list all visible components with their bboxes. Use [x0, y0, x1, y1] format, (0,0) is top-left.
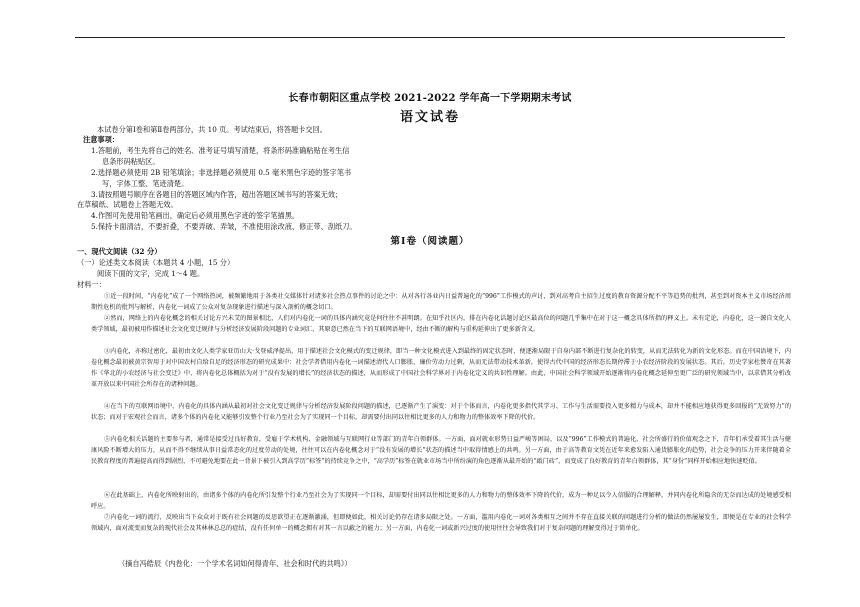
notice-item: 5.保持卡面清洁，不要折叠，不要弄破、弄皱，不准使用涂改液、修正带、刮纸刀。	[91, 222, 357, 231]
paragraph: ②然而，网络上的内卷化概念的相关讨论方兴未艾的图景相比，人们对内卷化一词的具体内涵究竟是何往往不甚明朗。在知乎社区内，排在内卷化话题讨论区最高位的问题几乎集中在对于这一概念具体所指的释义上。未有定论，内卷化，这一源自文化人类学领域，最初被用作描述社会文化变迁规律与分析经济发展阶段问题的专业词汇，其原意已然在当下的互联网语境中，经由不断的解构与重构延伸出了更多新含义。	[91, 315, 791, 333]
header-rule	[75, 37, 785, 38]
notice-item: 1.答题前，考生先将自己的姓名、准考证号填写清楚，将条形码准确粘贴在考生信	[91, 146, 350, 155]
paragraph: ⑦内卷化一词的流行，反映出当下众众对于既有社会问题的反思欲望正在逐渐激涌，但即便如此，相关讨论仍存在诸多局限之处。一方面，滥用内卷化一词对各类相互之间并不存在直接关联的问题进行分析的做法仍然屡屡发生，即便是在专业的社会科学领域内，面对流变而复杂的现代社会及其林林总总的症结，没有任何单一的概念拥有对其一言以蔽之的能力；另一方面，内卷化一词或新兴过度的使用往往会导致我们对于复杂问题的理解变得过于简单化。	[91, 514, 791, 532]
paragraph: ①近一段时间，“内卷化”成了一个网络热词，被频繁地用于各类社交媒体针对诸多社会热点事件的讨论之中：从对各行各业内日益普遍化的“996”工作模式的声讨，到对高考自主招生过度的教育资源分配不平等趋势的批判，甚至到对资本主义市场经济周期性危机的批判与解析，内卷化一词成了公众对复杂现象进行描述与深入剖析的概念切口。	[91, 293, 791, 311]
notice-item: 4.作图可先使用铅笔画出，确定后必须用黑色字迹的签字笔描黑。	[91, 211, 300, 220]
school-title: 长春市朝阳区重点学校 2021-2022 学年高一下学期期末考试	[288, 93, 572, 104]
subsection-heading: （一）论述类文本阅读（本题共 4 小题，15 分）	[77, 258, 235, 267]
paragraph: ③内卷化，亦称过密化，最初由文化人类学家亚历山大·戈登威泽提出，用于描述社会文化模式的变迁规律，即当一种文化模式进入到最终的固定状态时，便逐渐局限于自身内部不断进行复杂化的转变，从而无法转化为新的文化形态。而在中国语境下，内卷化概念最初被黄宗智用于对中国农村自给自足的经济形态的研究成果中：社会学者借用内卷化一词描述清代人口膨胀，廉价劳动力过剩，从而无法带动技术革新，使得古代中国的经济形态长期停滞于小农经济阶段的发展状态。其后，历史学家杜赞奇在其著作《华北的小农经济与社会变迁》中，将内卷化总体概括为对于“没有发展的增长”的经济状态的描述，从而形成了中国社会科学界对于内卷化定义的共识性理解。由此，中国社会科学领域开始逐渐将内卷化概念延伸至更广泛的研究领域当中，以求借其分析改革开放以来中国社会所存在的诸种问题。	[91, 348, 791, 388]
paragraph: ④在当下的互联网语境中，内卷化的具体内涵从最初对社会文化变迁规律与分析经济发展阶段问题的描述，已逐渐产生了演变：对于个体而言，内卷化更多指代其学习、工作与生活需要投入更多精力与成本，却并不能相应地获得更多回报的“无效努力”的状态；而对于宏观社会而言，诸多个体的内卷化又能够引发整个行业乃至社会为了实现同一个目标，却需要付出同以往相比更多的人力和物力的整体效率下降的代价。	[91, 403, 791, 421]
notice-item: 2.选择题必须使用 2B 铅笔填涂；非选择题必须使用 0.5 毫米黑色字迹的签字笔书	[91, 168, 352, 177]
source-citation: （摘自冯皓辰《内卷化：一个学术名词如何得青年、社会和时代的共鸣》）	[118, 559, 352, 568]
intro-text: 本试卷分第Ⅰ卷和第Ⅱ卷两部分，共 10 页。考试结束后，将答题卡交回。	[97, 125, 327, 134]
instruction-text: 阅读下面的文字，完成 1～4 题。	[97, 269, 205, 278]
material-label: 材料一：	[77, 280, 106, 289]
notice-item: 3.请按照题号顺序在各题目的答题区域内作答，超出答题区域书写的答案无效；	[91, 190, 343, 199]
paragraph: ⑥在此基础上，内卷化所映射出的，由诸多个体的内卷化所引发整个行业乃至社会为了实现同一个目标，却需要付出同以往相比更多的人力和物力的整体效率下降的代价，成为一种足以令人信服的合理解释，并同内卷化所隐含的无奈而达成的处境感受相呼应。	[91, 492, 791, 510]
subject-title: 语文试卷	[399, 110, 460, 125]
part-title: 第Ⅰ卷（阅读题）	[390, 236, 470, 247]
notice-item: 息条形码粘贴区。	[102, 157, 160, 166]
notice-item: 在草稿纸、试题卷上答题无效。	[77, 200, 178, 209]
section-heading: 一、现代文阅读（32 分）	[77, 247, 162, 256]
paragraph: ⑤内卷化相关话题的主要参与者，通常是接受过良好教育，受雇于学术机构、金融领域与互联网行业等部门的青年白领群体。一方面，面对就业形势日益严峻等困局，以及“996”工作模式的普遍化，社会所盛行的价值观念之下，青年们承受着其生活与健康风险不断增大的压力，从而不得不继续从事日益常态化的过度劳动的处境，往往可以在内卷化概念对于“没有发展的增长”状态的描述当中取得情感上的共鸣。另一方面，由于高等教育文凭在近年来愈发陷入通货膨胀化的趋势，社会竞争的压力开来伴随着全民教育程度的普遍提高而得到剧烈，不可避免地要在此一背景下被引入到高学历“标签”的持续竞争之中，“高学历”标签在就业市场当中所纷演的角色逐渐从最开始的“敲门砖”，而变成了良好教育的青年白领群体，其“身份”同样开始相应地快速贬值。	[91, 436, 791, 465]
notice-item: 写，字体工整、笔迹清楚。	[102, 179, 189, 188]
notice-heading: 注意事项：	[83, 135, 119, 144]
